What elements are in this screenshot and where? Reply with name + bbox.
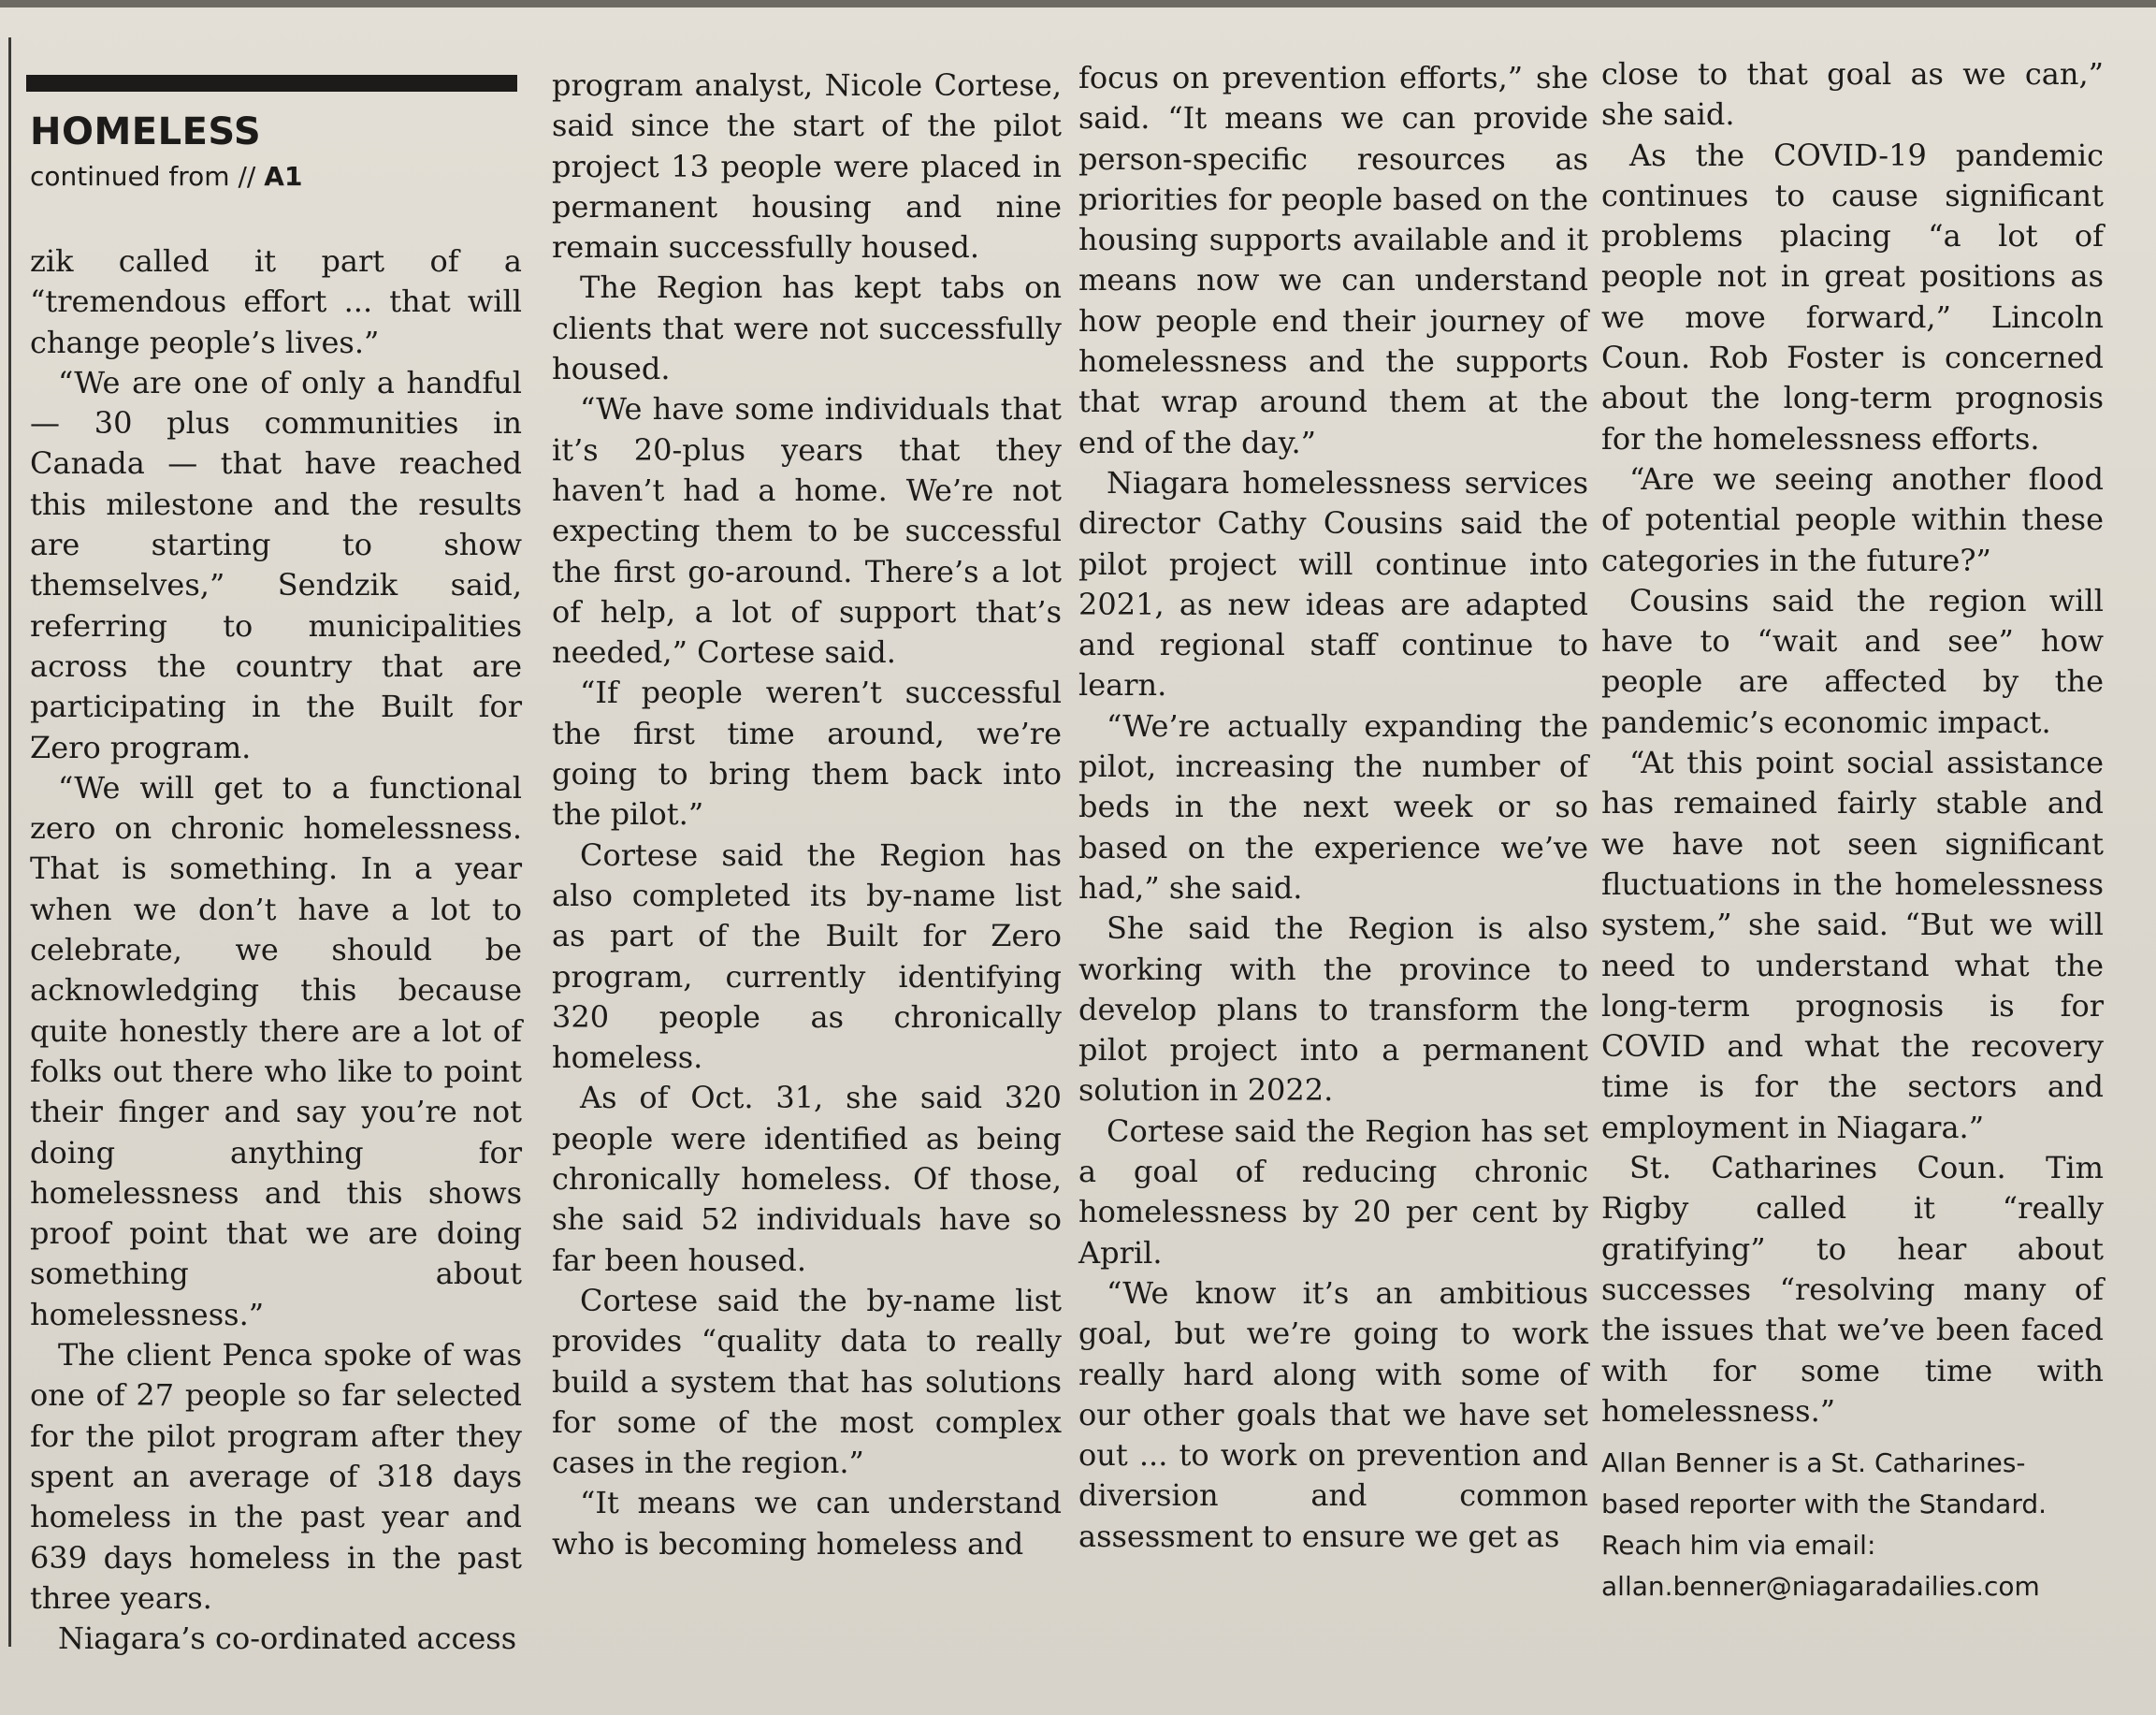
paragraph: “It means we can understand who is becoming homeless and bbox=[552, 1485, 1062, 1562]
author-bio: Allan Benner is a St. Catharines-based reporter with the Standard. Reach him via email: allan.benner@niagaradailies.com bbox=[1601, 1447, 2047, 1603]
paragraph: She said the Region is also working with the province to develop plans to transform the pilot project into a permanent solution in 2022. bbox=[1078, 910, 1588, 1109]
section-kicker: HOMELESS bbox=[30, 110, 262, 153]
section-bar bbox=[26, 75, 517, 92]
paragraph: “We know it’s an ambitious goal, but we’re going to work really hard along with some of our other goals that we have set out ... to work on prevention and diversion and common assessment to ensure we get as bbox=[1078, 1274, 1588, 1554]
paragraph: “We will get to a functional zero on chronic homelessness. That is something. In a year when we don’t have a lot to celebrate, we should be acknowledging this because quite honestly there are a lot of folks out there who like to point their finger and say you’re not doing anything for homelessness and this shows proof point that we are doing something about homelessness.” bbox=[30, 769, 522, 1332]
paragraph: St. Catharines Coun. Tim Rigby called it “really gratifying” to hear about successes “resolving many of the issues that we’ve been faced with for some time with homelessness.” bbox=[1601, 1150, 2104, 1429]
paragraph: Niagara homelessness services director Cathy Cousins said the pilot project will continue into 2021, as new ideas are adapted and regional staff continue to learn. bbox=[1078, 464, 1588, 704]
jump-page: A1 bbox=[264, 161, 303, 192]
jump-line bbox=[30, 161, 302, 192]
paragraph: The client Penca spoke of was one of 27 people so far selected for the pilot program after they spent an average of 318 days homeless in the past year and 639 days homeless in the past three years. bbox=[30, 1337, 522, 1616]
column-4-text bbox=[1601, 54, 2104, 1607]
paragraph: “We’re actually expanding the pilot, increasing the number of beds in the next week or so based on the experience we’ve had,” she said. bbox=[1078, 707, 1588, 906]
left-column-rule bbox=[8, 37, 11, 1647]
paragraph: Niagara’s co-ordinated access bbox=[58, 1621, 517, 1657]
top-rule bbox=[0, 0, 2156, 7]
paragraph: “We have some individuals that it’s 20-plus years that they haven’t had a home. We’re not expecting them to be successful the first go-around. There’s a lot of help, a lot of support that’s needed,” Cortese said. bbox=[552, 391, 1062, 671]
jump-separator: // bbox=[238, 161, 256, 192]
paragraph: As of Oct. 31, she said 320 people were identified as being chronically homeless. Of those, she said 52 individuals have so far been housed. bbox=[552, 1080, 1062, 1278]
paragraph: Cortese said the Region has set a goal of reducing chronic homelessness by 20 per cent by April. bbox=[1078, 1112, 1588, 1271]
paragraph: “Are we seeing another flood of potential people within these categories in the future?” bbox=[1601, 460, 2104, 578]
paragraph: zik called it part of a “tremendous effort ... that will change people’s lives.” bbox=[30, 243, 522, 360]
paragraph: “At this point social assistance has remained fairly stable and we have not seen significant fluctuations in the homelessness system,” she said. “But we will need to understand what the long-term prognosis is for COVID and what the recovery time is for the sectors and employment in Niagara.” bbox=[1601, 745, 2104, 1145]
paragraph: close to that goal as we can,” she said. bbox=[1601, 56, 2104, 133]
paragraph: As the COVID-19 pandemic continues to cause significant problems placing “a lot of people not in great positions as we move forward,” Lincoln Coun. Rob Foster is concerned about the long-term prognosis for the homelessness efforts. bbox=[1601, 137, 2104, 457]
paragraph: Cousins said the region will have to “wait and see” how people are affected by the pandemic’s economic impact. bbox=[1601, 582, 2104, 740]
paragraph: The Region has kept tabs on clients that were not successfully housed. bbox=[552, 269, 1062, 387]
paragraph: Cortese said the by-name list provides “quality data to really build a system that has solutions for some of the most complex cases in the region.” bbox=[552, 1282, 1062, 1481]
column-3-text bbox=[1078, 58, 1588, 1557]
paragraph: “If people weren’t successful the first time around, we’re going to bring them back into the pilot.” bbox=[552, 675, 1062, 833]
paragraph: program analyst, Nicole Cortese, said since the start of the pilot project 13 people were placed in permanent housing and nine remain successfully housed. bbox=[552, 67, 1062, 266]
paragraph: focus on prevention efforts,” she said. “It means we can provide person-specific resources as priorities for people based on the housing supports available and it means now we can understand how people end their journey of homelessness and the supports that wrap around them at the end of the day.” bbox=[1078, 60, 1588, 460]
column-1-text bbox=[30, 241, 522, 1659]
column-2-text bbox=[552, 65, 1062, 1564]
paragraph: “We are one of only a handful — 30 plus communities in Canada — that have reached this milestone and the results are starting to show themselves,” Sendzik said, referring to municipalities across the country that are participating in the Built for Zero program. bbox=[30, 364, 522, 765]
paragraph: Cortese said the Region has also completed its by-name list as part of the Built for Zero program, currently identifying 320 people as chronically homeless. bbox=[552, 836, 1062, 1076]
jump-prefix: continued from bbox=[30, 161, 230, 192]
